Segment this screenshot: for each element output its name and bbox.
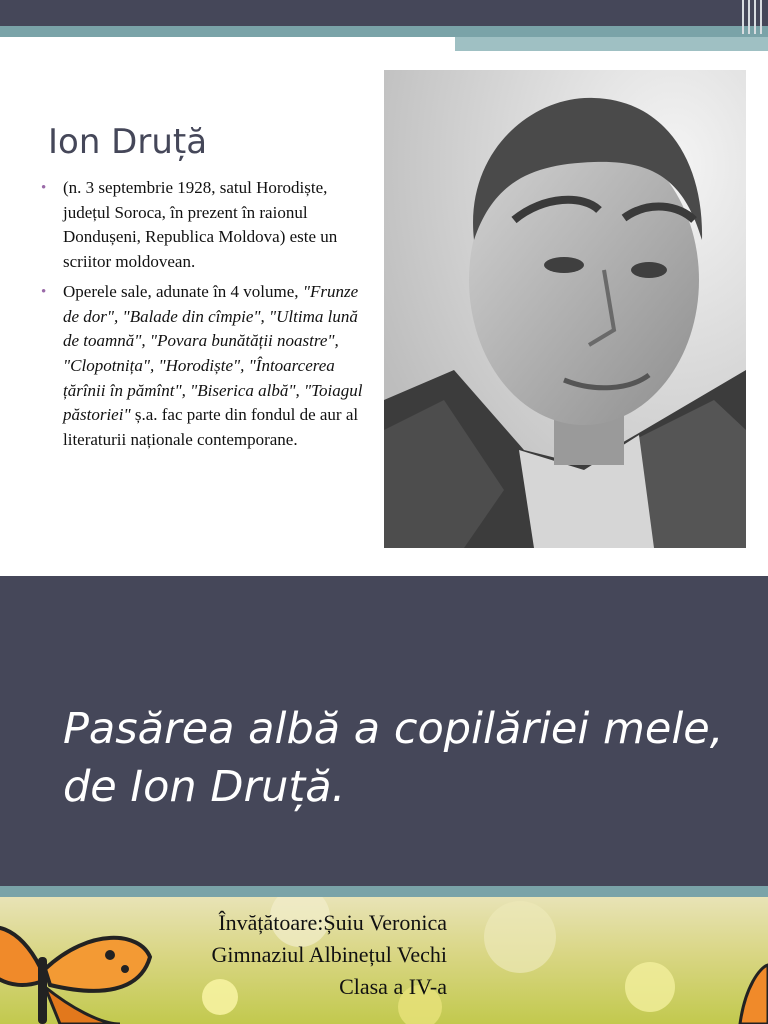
bottom-accent-stripe	[0, 886, 768, 897]
class-name: Clasa a IV-a	[339, 974, 447, 999]
presentation-subtitle: Pasărea albă a copilăriei mele, de Ion Druță.	[63, 704, 724, 812]
works-intro: Operele sale, adunate în 4 volume,	[63, 281, 303, 301]
credits	[212, 907, 447, 1003]
bullet-text: (n. 3 septembrie 1928, satul Horodiște, județul Soroca, în prezent în raionul Dondușeni, Republica Moldova) este un scriitor moldovean.	[63, 178, 338, 272]
slide-title: Ion Druță	[48, 122, 208, 162]
works-outro: ș.a. fac parte din fondul de aur al literaturii naționale contemporane.	[63, 405, 359, 450]
school-name: Gimnaziul Albinețul Vechi	[211, 942, 447, 967]
top-decorative-lines	[742, 0, 764, 34]
bullet-list	[40, 176, 378, 458]
butterfly-icon-left	[0, 927, 150, 1024]
portrait-illustration	[384, 70, 746, 548]
top-band	[0, 0, 768, 26]
bullet-marker: •	[41, 180, 47, 196]
author-portrait	[384, 70, 746, 548]
top-accent-stripe-light	[455, 37, 768, 51]
bullet-item-works	[40, 280, 378, 453]
top-accent-stripe	[0, 26, 768, 37]
works-list: "Frunze de dor", "Balade din cîmpie", "Ultima lună de toamnă", "Povara bunătății noastre", "Clopotnița", "Horodiște", "Întoarcerea țărînii în pămînt", "Biserica albă", "Toiagul păstoriei"	[63, 281, 363, 425]
bullet-item-biography	[40, 176, 378, 275]
teacher-name: Învățătoare:Șuiu Veronica	[218, 910, 447, 935]
butterfly-icon-right	[740, 965, 768, 1024]
bullet-marker: •	[41, 283, 47, 300]
